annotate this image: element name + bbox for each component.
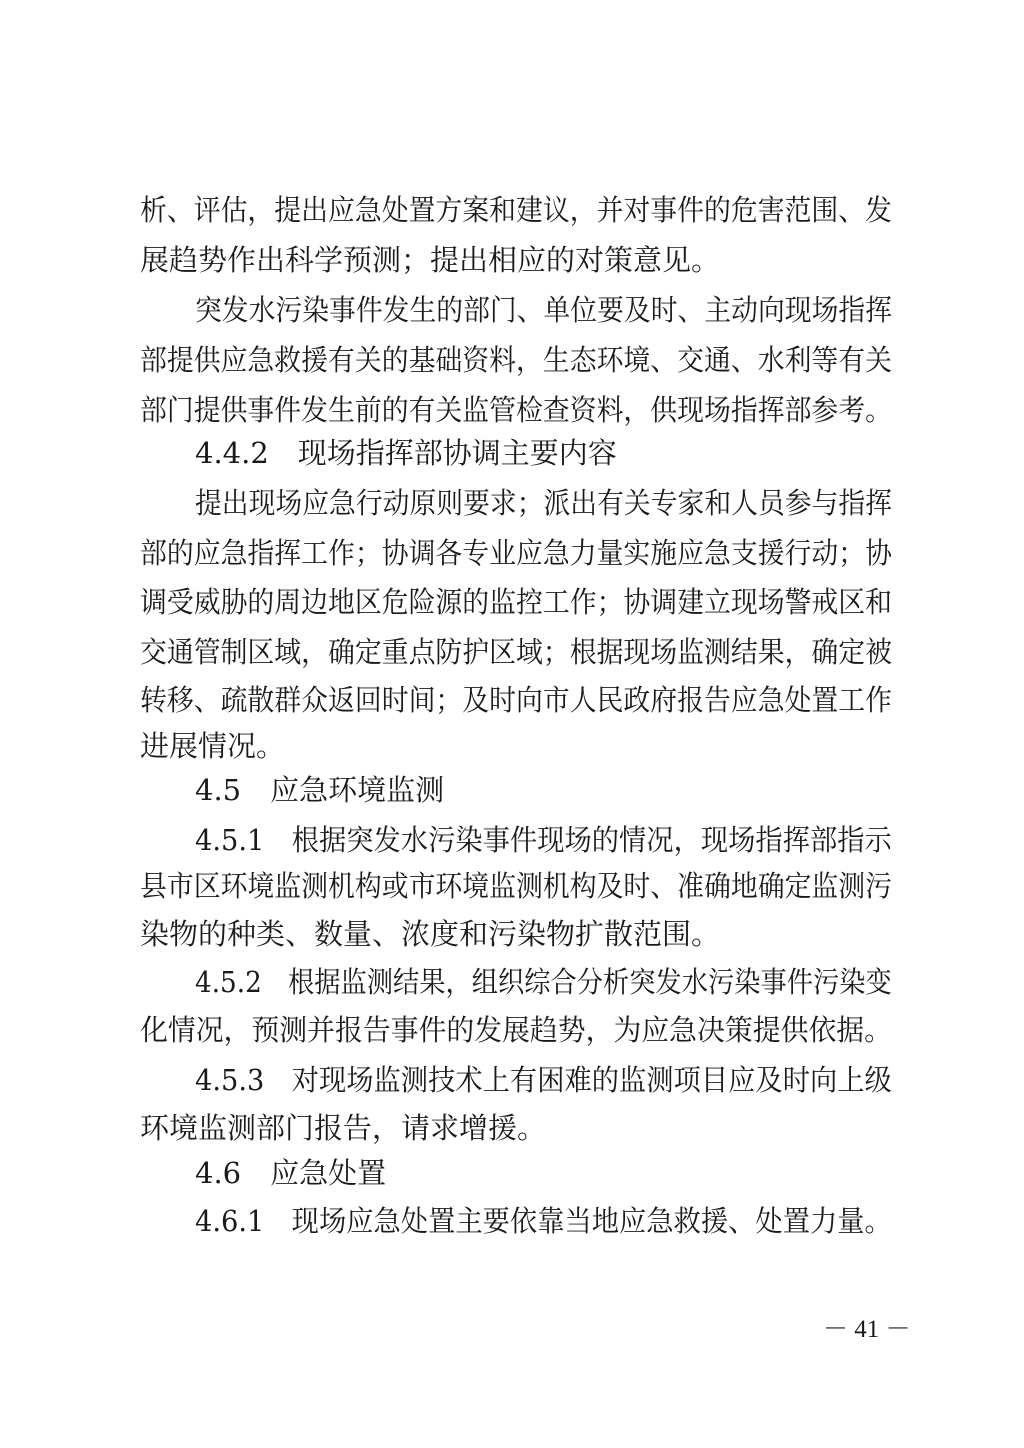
text-line-content: 部门提供事件发生前的有关监管检查资料，供现场指挥部参考。	[140, 393, 893, 427]
text-line-content: 化情况，预测并报告事件的发展趋势，为应急决策提供依据。	[140, 1013, 893, 1047]
text-line	[0, 914, 1024, 954]
section-heading-text: 4.6 应急处置	[195, 1156, 387, 1190]
text-line	[0, 820, 1024, 860]
text-line	[0, 1201, 1024, 1241]
text-line-content: 部提供应急救援有关的基础资料，生态环境、交通、水利等有关	[140, 343, 893, 377]
text-line-content: 转移、疏散群众返回时间；及时向市人民政府报告应急处置工作	[140, 683, 893, 717]
section-heading	[0, 770, 1024, 810]
text-line-content: 4.6.1 现场应急处置主要依靠当地应急救援、处置力量。	[195, 1204, 892, 1238]
text-line-content: 4.5.1 根据突发水污染事件现场的情况，现场指挥部指示	[195, 823, 892, 857]
text-line	[0, 582, 1024, 622]
text-line	[0, 1060, 1024, 1100]
text-line	[0, 390, 1024, 430]
text-line-content: 展趋势作出科学预测；提出相应的对策意见。	[140, 243, 721, 277]
text-line-content: 突发水污染事件发生的部门、单位要及时、主动向现场指挥	[195, 293, 893, 327]
text-line-content: 县市区环境监测机构或市环境监测机构及时、准确地确定监测污	[140, 869, 893, 903]
section-heading	[0, 1153, 1024, 1193]
text-line	[0, 632, 1024, 672]
text-line-content: 提出现场应急行动原则要求；派出有关专家和人员参与指挥	[195, 486, 893, 520]
section-heading-text: 4.5 应急环境监测	[195, 773, 445, 807]
section-heading-text: 4.4.2 现场指挥部协调主要内容	[195, 436, 617, 470]
text-line-content: 4.5.2 根据监测结果，组织综合分析突发水污染事件污染变	[195, 965, 892, 999]
text-line-content: 交通管制区域，确定重点防护区域；根据现场监测结果，确定被	[140, 635, 893, 669]
text-line-content: 析、评估，提出应急处置方案和建议，并对事件的危害范围、发	[140, 193, 893, 227]
text-line	[0, 533, 1024, 573]
text-line	[0, 680, 1024, 720]
text-line-content: 进展情况。	[140, 729, 286, 763]
page-number: － 41 －	[823, 1316, 911, 1343]
text-line-content: 染物的种类、数量、浓度和污染物扩散范围。	[140, 917, 721, 951]
text-line	[0, 962, 1024, 1002]
text-line	[0, 1010, 1024, 1050]
section-heading	[0, 433, 1024, 473]
text-line	[0, 1108, 1024, 1148]
text-line-content: 部的应急指挥工作；协调各专业应急力量实施应急支援行动；协	[140, 536, 893, 570]
text-line	[0, 866, 1024, 906]
text-line	[0, 340, 1024, 380]
text-line	[0, 190, 1024, 230]
text-line-content: 调受威胁的周边地区危险源的监控工作；协调建立现场警戒区和	[140, 585, 893, 619]
text-line	[0, 483, 1024, 523]
text-line	[0, 726, 1024, 766]
text-line-content: 环境监测部门报告，请求增援。	[140, 1111, 547, 1145]
text-line-content: 4.5.3 对现场监测技术上有困难的监测项目应及时向上级	[195, 1063, 892, 1097]
text-line	[0, 290, 1024, 330]
text-line	[0, 240, 1024, 280]
